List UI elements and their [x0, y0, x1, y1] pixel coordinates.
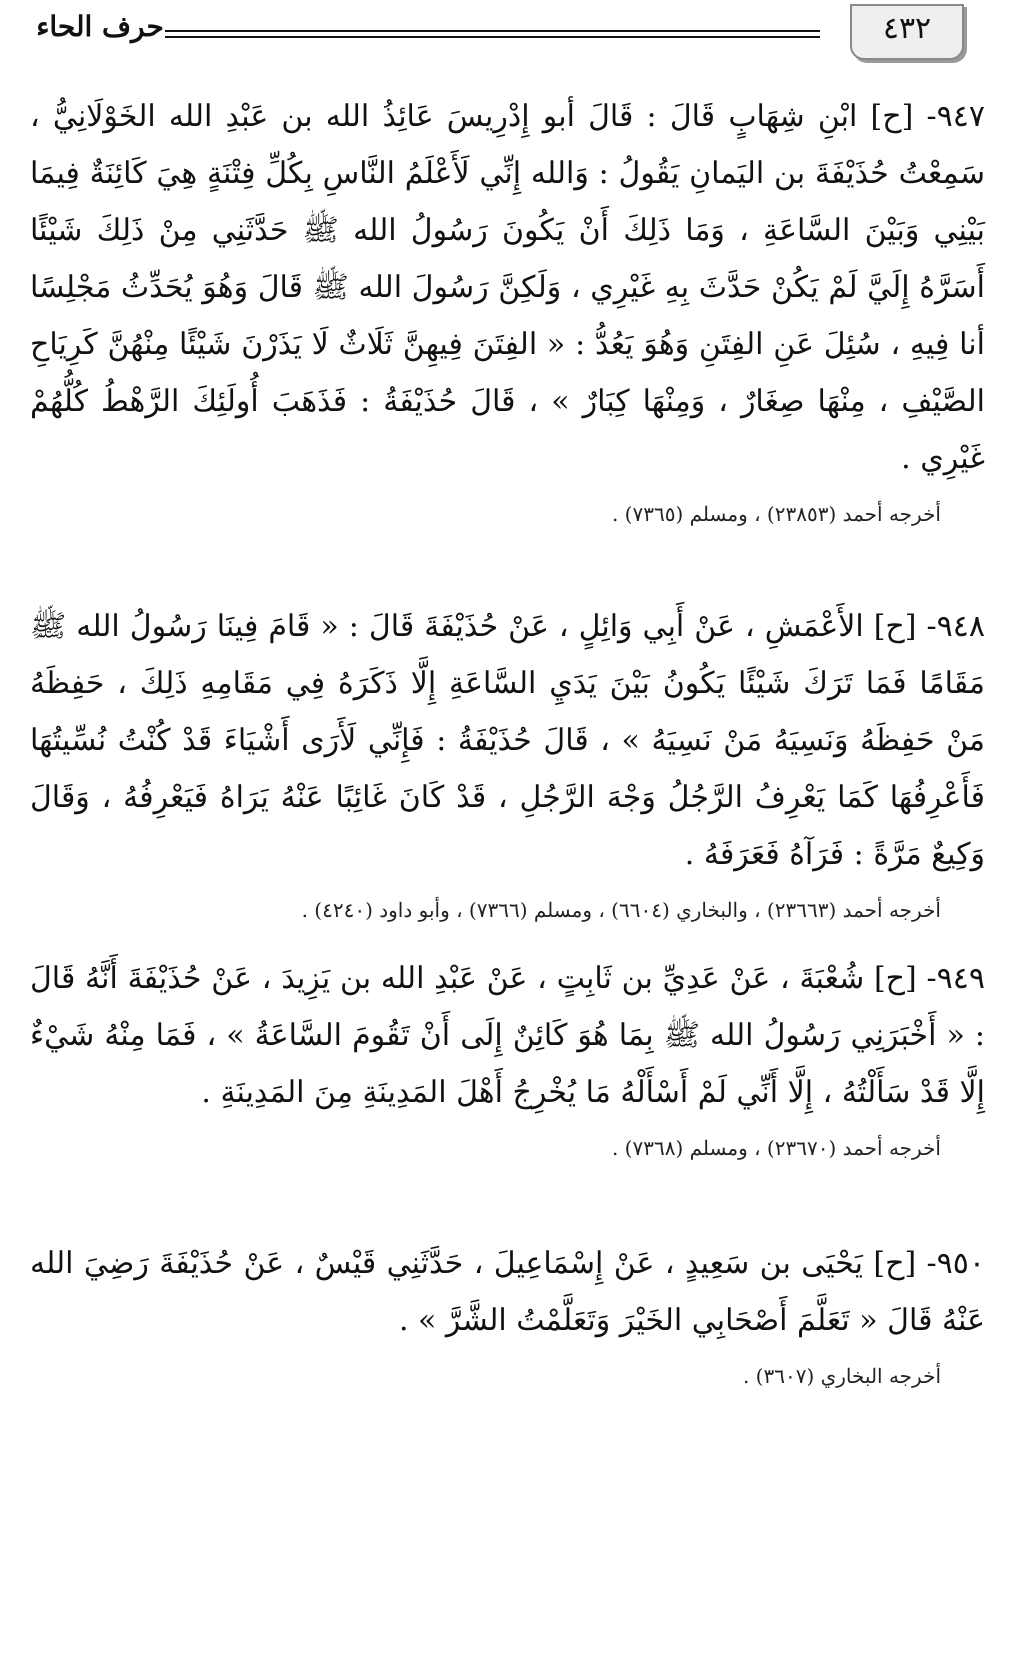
chapter-title: حرف الحاء — [36, 10, 164, 43]
hadith-citation: أخرجه البخاري (٣٦٠٧) . — [742, 1364, 941, 1388]
hadith-citation: أخرجه أحمد (٢٣٨٥٣) ، ومسلم (٧٣٦٥) . — [611, 502, 941, 526]
hadith-entry-949 — [30, 950, 985, 1163]
hadith-body: - [ح] شُعْبَةَ ، عَنْ عَدِيِّ بن ثَابِتٍ ، عَنْ عَبْدِ الله بن يَزِيدَ ، عَنْ حُذَيْفَةَ أَنَّهُ قَالَ : « أَخْبَرَنِي رَسُولُ الله ﷺ بِمَا هُوَ كَائِنٌ إِلَى أَنْ تَقُومَ السَّاعَةُ » ، فَمَا مِنْهُ شَيْءٌ إِلَّا قَدْ سَأَلْتُهُ ، إِلَّا أَنِّي لَمْ أَسْأَلْهُ مَا يُخْرِجُ أَهْلَ المَدِينَةِ مِنَ المَدِينَةِ . — [30, 961, 985, 1110]
hadith-entry-948 — [30, 598, 985, 925]
hadith-entry-947 — [30, 88, 985, 529]
hadith-entry-950 — [30, 1235, 985, 1391]
page-number: ٤٣٢ — [850, 4, 964, 60]
hadith-number: ٩٤٨ — [936, 609, 985, 644]
hadith-body: - [ح] الأَعْمَشِ ، عَنْ أَبِي وَائِلٍ ، عَنْ حُذَيْفَةَ قَالَ : « قَامَ فِينَا رَسُولُ الله ﷺ مَقَامًا فَمَا تَرَكَ شَيْئًا يَكُونُ بَيْنَ يَدَيِ السَّاعَةِ إِلَّا ذَكَرَهُ فِي مَقَامِهِ ذَلِكَ ، حَفِظَهُ مَنْ حَفِظَهُ وَنَسِيَهُ مَنْ نَسِيَهُ » ، قَالَ حُذَيْفَةُ : فَإِنِّي لَأَرَى أَشْيَاءَ قَدْ كُنْتُ نُسِّيتُهَا فَأَعْرِفُهَا كَمَا يَعْرِفُ الرَّجُلُ وَجْهَ الرَّجُلِ ، قَدْ كَانَ غَائِبًا عَنْهُ يَرَاهُ فَيَعْرِفُهُ ، وَقَالَ وَكِيعٌ مَرَّةً : فَرَآهُ فَعَرَفَهُ . — [30, 609, 985, 872]
hadith-body: - [ح] يَحْيَى بن سَعِيدٍ ، عَنْ إِسْمَاعِيلَ ، حَدَّثَنِي قَيْسٌ ، عَنْ حُذَيْفَةَ رَضِيَ الله عَنْهُ قَالَ « تَعَلَّمَ أَصْحَابِي الخَيْرَ وَتَعَلَّمْتُ الشَّرَّ » . — [30, 1246, 985, 1338]
hadith-text — [30, 88, 985, 487]
hadith-citation: أخرجه أحمد (٢٣٦٦٣) ، والبخاري (٦٦٠٤) ، ومسلم (٧٣٦٦) ، وأبو داود (٤٢٤٠) . — [301, 898, 941, 922]
header-rule — [165, 30, 820, 32]
hadith-body: - [ح] ابْنِ شِهَابٍ قَالَ : قَالَ أبو إِدْرِيسَ عَائِذُ الله بن عَبْدِ الله الخَوْلَانِيُّ ، سَمِعْتُ حُذَيْفَةَ بن اليَمانِ يَقُولُ : وَالله إِنِّي لَأَعْلَمُ النَّاسِ بِكُلِّ فِتْنَةٍ هِيَ كَائِنَةٌ فِيمَا بَيْنِي وَبَيْنَ السَّاعَةِ ، وَمَا ذَلِكَ أَنْ يَكُونَ رَسُولُ الله ﷺ حَدَّثَنِي مِنْ ذَلِكَ شَيْئًا أَسَرَّهُ إِلَيَّ لَمْ يَكُنْ حَدَّثَ بِهِ غَيْرِي ، وَلَكِنَّ رَسُولَ الله ﷺ قَالَ وَهُوَ يُحَدِّثُ مَجْلِسًا أنا فِيهِ ، سُئِلَ عَنِ الفِتَنِ وَهُوَ يَعُدُّ : « الفِتَنَ فِيهِنَّ ثَلَاثٌ لَا يَذَرْنَ شَيْئًا مِنْهُنَّ كَرِيَاحِ الصَّيْفِ ، مِنْهَا صِغَارٌ ، وَمِنْهَا كِبَارٌ » ، قَالَ حُذَيْفَةُ : فَذَهَبَ أُولَئِكَ الرَّهْطُ كُلُّهُمْ غَيْرِي . — [30, 99, 985, 476]
hadith-text — [30, 598, 985, 883]
hadith-text — [30, 950, 985, 1121]
hadith-number: ٩٤٩ — [936, 961, 985, 996]
hadith-number: ٩٤٧ — [936, 99, 985, 134]
hadith-text — [30, 1235, 985, 1349]
hadith-number: ٩٥٠ — [936, 1246, 985, 1281]
hadith-citation: أخرجه أحمد (٢٣٦٧٠) ، ومسلم (٧٣٦٨) . — [611, 1136, 941, 1160]
header-rule-double — [165, 36, 820, 38]
page-header — [0, 0, 1010, 70]
